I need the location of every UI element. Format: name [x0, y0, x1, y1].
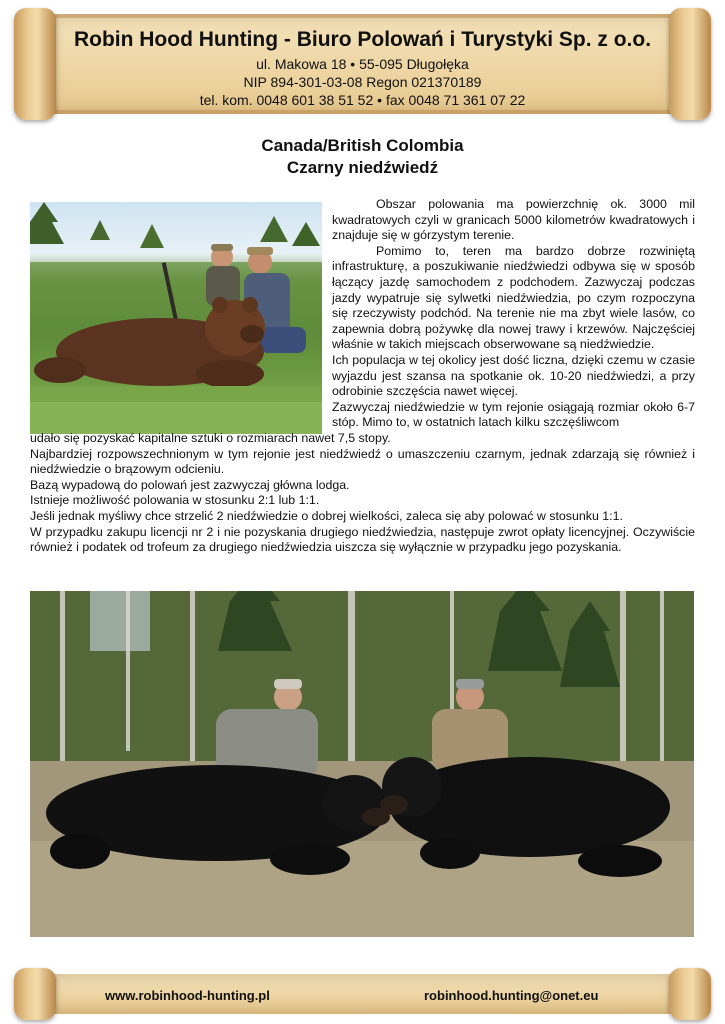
- website-link[interactable]: www.robinhood-hunting.pl: [105, 988, 270, 1003]
- text-bear-size: Zazwyczaj niedźwiedzie w tym rejonie osiągają rozmiar około 6-7 stóp. Mimo to, w ostatnich latach kilku szczęśliwcom: [332, 399, 695, 430]
- text-base-lodge: Bazą wypadową do polowań jest zazwyczaj główna lodga.: [30, 477, 350, 492]
- email-link[interactable]: robinhood.hunting@onet.eu: [424, 988, 599, 1003]
- text-license-refund: W przypadku zakupu licencji nr 2 i nie pozyskania drugiego niedźwiedzia, następuje zwrot opłaty licencyjnej. Oczywiście również i podatek od trofeum za drugiego niedźwiedzia uiszcza się wyłącznie w przypadku jego pozyskania.: [30, 524, 695, 555]
- text-two-bears: Jeśli jednak myśliwy chce strzelić 2 niedźwiedzie o dobrej wielkości, zaleca się aby polować w stosunku 1:1.: [30, 508, 623, 523]
- banner-edge-top: [48, 14, 677, 18]
- header-parchment-banner: [10, 8, 715, 120]
- text-population: Ich populacja w tej okolicy jest dość liczna, dzięki czemu w czasie wyjazdu jest szansa na spotkanie ok. 10-20 niedźwiedzi, a przy odrobinie szczęścia nawet więcej.: [332, 352, 695, 399]
- company-name: Robin Hood Hunting - Biuro Polowań i Turystyki Sp. z o.o.: [73, 28, 652, 51]
- hunters-with-brown-bear-photo: [30, 202, 322, 434]
- page-title-location: Canada/British Colombia: [261, 136, 464, 155]
- photo-illustration: [30, 591, 694, 937]
- page-title-species: Czarny niedźwiedź: [286, 158, 439, 177]
- company-nip-regon: NIP 894-301-03-08 Regon 021370189: [243, 74, 482, 90]
- hunters-with-two-black-bears-photo: [30, 591, 694, 937]
- text-area-size: Obszar polowania ma powierzchnię ok. 3000 mil kwadratowych czyli w granicach 5000 kilometrów kwadratowych i znajduje się w górzystym terenie.: [332, 197, 695, 243]
- intro-paragraph: [332, 197, 695, 431]
- text-line: [332, 244, 695, 353]
- scroll-roll-left: [14, 968, 56, 1020]
- text-infrastructure: Pomimo to, teren ma bardzo dobrze rozwiniętą infrastrukturę, a poszukiwanie niedźwiedzi odbywa się w sposób łączący jazdę samochodem z podchodem. Zazwyczaj podczas jazdy wypatruje się sylwetki niedźwiedzia, po czym rozpoczyna się rzeczywisty podchód. Na terenie nie ma zbyt wiele lasów, co zapewnia dobrą pożywkę dla nowej trawy i krzewów. Najczęściej właśnie w takich miejscach obserwowane są niedźwiedzie.: [332, 243, 695, 352]
- scroll-roll-right: [669, 968, 711, 1020]
- photo-illustration: [30, 202, 322, 434]
- company-phone-fax: tel. kom. 0048 601 38 51 52 • fax 0048 71 361 07 22: [199, 92, 526, 108]
- text-coloration: Najbardziej rozpowszechnionym w tym rejonie jest niedźwiedź o umaszczeniu czarnym, jednak zdarzają się również i niedźwiedzie o brązowym odcieniu.: [30, 446, 695, 477]
- text-trophy-size: udało się pozyskać kapitalne sztuki o rozmiarach nawet 7,5 stopy.: [30, 431, 391, 445]
- text-hunting-ratio: Istnieje możliwość polowania w stosunku 2:1 lub 1:1.: [30, 493, 320, 508]
- banner-edge-bottom: [48, 110, 677, 114]
- company-address: ul. Makowa 18 • 55-095 Długołęka: [256, 56, 469, 72]
- text-line: [332, 197, 695, 244]
- details-paragraph: [30, 431, 695, 556]
